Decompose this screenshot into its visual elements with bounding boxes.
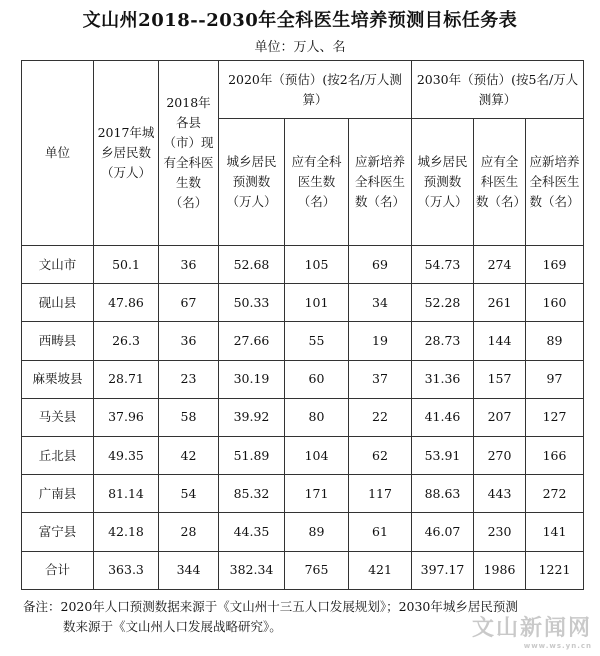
cell-value: 67 xyxy=(159,284,219,322)
cell-value: 141 xyxy=(526,513,584,551)
header-gp-need-2030: 应有全科医生数（名） xyxy=(474,119,526,246)
header-pop-pred-2020: 城乡居民预测数（万人） xyxy=(219,119,285,246)
cell-value: 55 xyxy=(285,322,349,360)
cell-value: 37.96 xyxy=(94,398,159,436)
cell-value: 54.73 xyxy=(412,246,474,284)
cell-value: 80 xyxy=(285,398,349,436)
cell-value: 39.92 xyxy=(219,398,285,436)
cell-value: 28.73 xyxy=(412,322,474,360)
table-row xyxy=(22,475,584,513)
watermark-url: www.ws.yn.cn xyxy=(523,642,592,650)
cell-value: 44.35 xyxy=(219,513,285,551)
header-gp-need-2020: 应有全科医生数（名） xyxy=(285,119,349,246)
cell-value: 42 xyxy=(159,436,219,474)
cell-value: 765 xyxy=(285,551,349,589)
table-row xyxy=(22,513,584,551)
cell-value: 27.66 xyxy=(219,322,285,360)
cell-value: 49.35 xyxy=(94,436,159,474)
cell-value: 89 xyxy=(526,322,584,360)
cell-value: 97 xyxy=(526,360,584,398)
cell-value: 157 xyxy=(474,360,526,398)
cell-value: 363.3 xyxy=(94,551,159,589)
cell-value: 60 xyxy=(285,360,349,398)
cell-value: 52.28 xyxy=(412,284,474,322)
table-row xyxy=(22,436,584,474)
cell-value: 382.34 xyxy=(219,551,285,589)
cell-value: 50.1 xyxy=(94,246,159,284)
cell-value: 26.3 xyxy=(94,322,159,360)
cell-value: 207 xyxy=(474,398,526,436)
cell-value: 443 xyxy=(474,475,526,513)
cell-unit-name: 文山市 xyxy=(22,246,94,284)
cell-value: 23 xyxy=(159,360,219,398)
table-body xyxy=(22,246,584,590)
cell-unit-name: 丘北县 xyxy=(22,436,94,474)
cell-value: 105 xyxy=(285,246,349,284)
cell-unit-name: 广南县 xyxy=(22,475,94,513)
cell-value: 101 xyxy=(285,284,349,322)
cell-unit-name: 马关县 xyxy=(22,398,94,436)
watermark-logo xyxy=(472,611,592,650)
cell-value: 1221 xyxy=(526,551,584,589)
cell-value: 53.91 xyxy=(412,436,474,474)
cell-unit-name: 西畴县 xyxy=(22,322,94,360)
cell-value: 272 xyxy=(526,475,584,513)
cell-unit-name: 合计 xyxy=(22,551,94,589)
cell-value: 62 xyxy=(349,436,412,474)
cell-value: 42.18 xyxy=(94,513,159,551)
cell-value: 28.71 xyxy=(94,360,159,398)
cell-value: 117 xyxy=(349,475,412,513)
cell-unit-name: 麻栗坡县 xyxy=(22,360,94,398)
table-row xyxy=(22,284,584,322)
cell-value: 61 xyxy=(349,513,412,551)
cell-value: 421 xyxy=(349,551,412,589)
table-row xyxy=(22,360,584,398)
cell-value: 274 xyxy=(474,246,526,284)
cell-unit-name: 富宁县 xyxy=(22,513,94,551)
cell-value: 36 xyxy=(159,246,219,284)
cell-value: 104 xyxy=(285,436,349,474)
cell-value: 166 xyxy=(526,436,584,474)
cell-value: 171 xyxy=(285,475,349,513)
footnote-line2: 数来源于《文山州人口发展战略研究》。 xyxy=(63,619,282,634)
cell-value: 34 xyxy=(349,284,412,322)
header-group-2020: 2020年（预估）(按2名/万人测算） xyxy=(219,61,412,119)
watermark-text: 文山新闻网 xyxy=(471,616,592,641)
header-pop-pred-2030: 城乡居民预测数（万人） xyxy=(412,119,474,246)
cell-value: 58 xyxy=(159,398,219,436)
cell-value: 69 xyxy=(349,246,412,284)
cell-value: 22 xyxy=(349,398,412,436)
forecast-table xyxy=(21,60,584,590)
cell-unit-name: 砚山县 xyxy=(22,284,94,322)
cell-value: 89 xyxy=(285,513,349,551)
header-gp-new-2020: 应新培养全科医生数（名） xyxy=(349,119,412,246)
header-gp2018: 2018年各县（市）现有全科医生数（名） xyxy=(159,61,219,246)
cell-value: 52.68 xyxy=(219,246,285,284)
cell-value: 37 xyxy=(349,360,412,398)
header-pop2017: 2017年城乡居民数（万人） xyxy=(94,61,159,246)
cell-value: 160 xyxy=(526,284,584,322)
cell-value: 85.32 xyxy=(219,475,285,513)
cell-value: 344 xyxy=(159,551,219,589)
header-gp-new-2030: 应新培养全科医生数（名） xyxy=(526,119,584,246)
cell-value: 88.63 xyxy=(412,475,474,513)
table-row xyxy=(22,322,584,360)
cell-value: 36 xyxy=(159,322,219,360)
cell-value: 50.33 xyxy=(219,284,285,322)
cell-value: 169 xyxy=(526,246,584,284)
table-row xyxy=(22,398,584,436)
total-row xyxy=(22,551,584,589)
cell-value: 81.14 xyxy=(94,475,159,513)
cell-value: 230 xyxy=(474,513,526,551)
table-row xyxy=(22,246,584,284)
cell-value: 397.17 xyxy=(412,551,474,589)
header-unit: 单位 xyxy=(22,61,94,246)
cell-value: 30.19 xyxy=(219,360,285,398)
unit-label: 单位：万人、名 xyxy=(254,40,346,55)
cell-value: 1986 xyxy=(474,551,526,589)
cell-value: 127 xyxy=(526,398,584,436)
page-title: 文山州2018--2030年全科医生培养预测目标任务表 xyxy=(82,10,518,31)
cell-value: 144 xyxy=(474,322,526,360)
cell-value: 28 xyxy=(159,513,219,551)
cell-value: 270 xyxy=(474,436,526,474)
cell-value: 19 xyxy=(349,322,412,360)
cell-value: 46.07 xyxy=(412,513,474,551)
cell-value: 51.89 xyxy=(219,436,285,474)
cell-value: 261 xyxy=(474,284,526,322)
cell-value: 31.36 xyxy=(412,360,474,398)
header-group-2030: 2030年（预估）(按5名/万人测算） xyxy=(412,61,584,119)
cell-value: 41.46 xyxy=(412,398,474,436)
cell-value: 54 xyxy=(159,475,219,513)
cell-value: 47.86 xyxy=(94,284,159,322)
footnote-line1: 备注：2020年人口预测数据来源于《文山州十三五人口发展规划》；2030年城乡居民预测 xyxy=(23,599,518,614)
